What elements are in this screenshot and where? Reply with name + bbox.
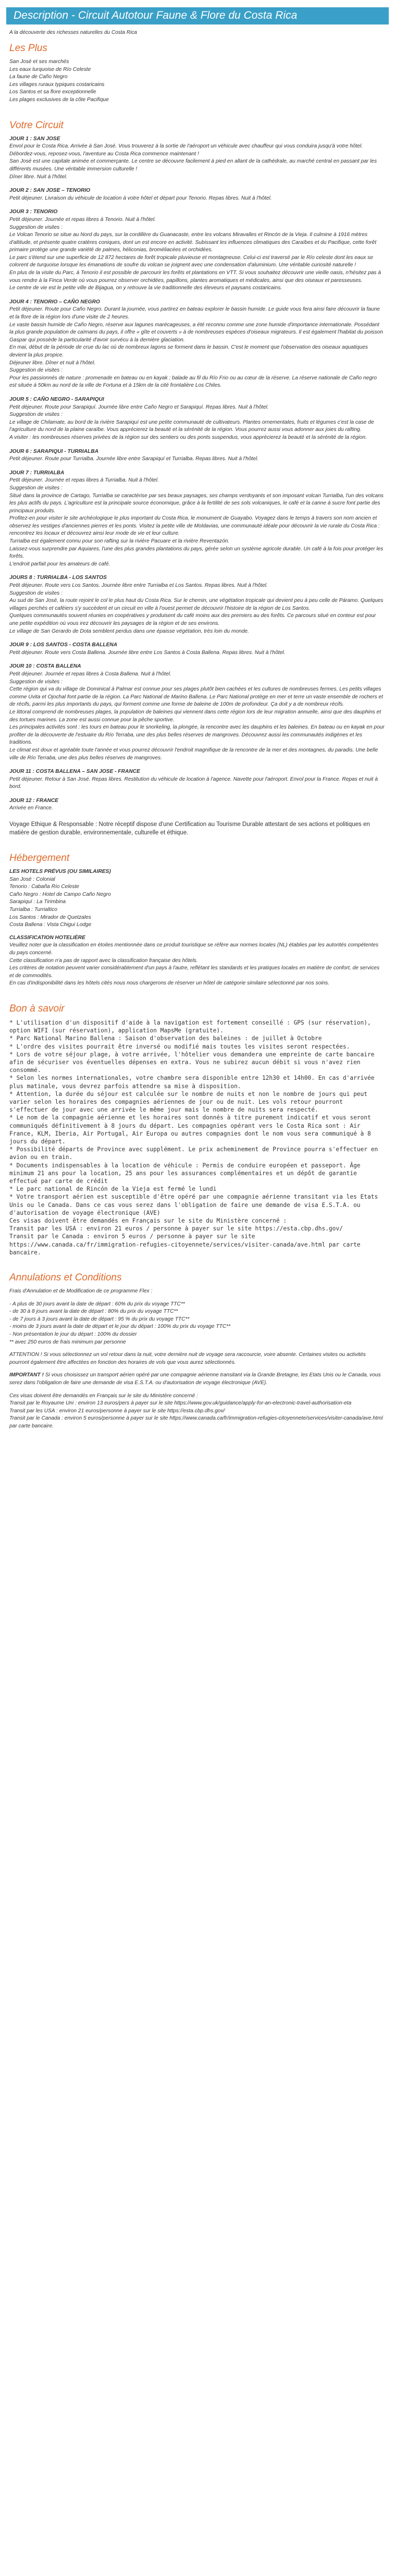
- day-title: JOUR 6 : SARAPIQUI - TURRIALBA: [9, 448, 98, 454]
- day-block: [9, 448, 385, 463]
- section-savoir: [6, 1003, 389, 1256]
- day-title: JOUR 12 : FRANCE: [9, 797, 58, 804]
- visa-list: [9, 1392, 385, 1431]
- day-block: [9, 299, 385, 390]
- important-label: IMPORTANT !: [9, 1372, 44, 1378]
- plus-item: Les villages ruraux typiques costaricains: [9, 81, 105, 88]
- day-text: Petit déjeuner. Journée et repas libres à Turrialba. Nuit à l'hôtel. Suggestion de visites : Situé dans la province de Cartago, Turrialba se caractérise par ses beaux paysages, ses champs verdoyants et son imposant volcan Turrialba, l'un des volcans les plus actifs du pays. L'agriculture est la principale source économique, grâce à la fertilité de ses sols volcaniques, le café et la canne à sucre font partie des principaux produits. Profitez-en pour visiter le site archéologique le plus important du Costa Rica, le monument de Guayabo. Voyagez dans le temps à travers son nom ancien et observez les vestiges d'anciennes pierres et les ponts. Visitez la petite ville de Moldavias, une communauté idéale pour découvrir la vie rurale du Costa Rica : rencontrez les locaux et découvrez ainsi leur mode de vie et leur culture. Turrialba est également connu pour son rafting sur la rivière Pacuare et la rivière Reventazón. Laissez-vous surprendre par Aquiares, l'une des plus grandes plantations du pays, gérée selon un système agricole durable. Un café à la fois pour protéger les forêts. L'endroit parfait pour les amateurs de café.: [9, 477, 384, 567]
- plus-list: [9, 58, 385, 104]
- annulation-item: - de 7 jours à 3 jours avant la date de départ : 95 % du prix du voyage TTC**: [9, 1316, 190, 1322]
- day-text: Petit déjeuner. Route pour Turrialba. Journée libre entre Sarapiquí et Turrialba. Repas libres. Nuit à l'hôtel.: [9, 456, 258, 462]
- day-block: [9, 135, 385, 181]
- day-block: [9, 208, 385, 292]
- hotel-item: Caño Negro : Hotel de Campo Caño Negro: [9, 891, 111, 897]
- page-banner: Description - Circuit Autotour Faune & Flore du Costa Rica: [6, 7, 389, 24]
- day-block: [9, 797, 385, 812]
- hotel-item: San José : Colonial: [9, 876, 55, 882]
- plus-item: La faune de Caño Negro: [9, 74, 68, 80]
- day-block: [9, 768, 385, 791]
- day-block: [9, 663, 385, 762]
- day-block: [9, 470, 385, 569]
- section-plus: [6, 43, 389, 104]
- day-text: Petit déjeuner. Route pour Sarapiquí. Journée libre entre Caño Negro et Sarapiquí. Repas libres. Nuit à l'hôtel. Suggestion de visites : Le village de Chilamate, au bord de la rivière Sarapiquí est une petite communauté de cultivateurs. Plantes ornementales, fruits et légumes c'est la case de l'agriculture du nord de la plaine caraïbe. Vous apprécierez la beauté et la sérénité de la région. Vous pourrez aussi vous adonner aux joies du rafting. A visiter : les nombreuses réserves privées de la région sur des sentiers ou des ponts suspendus, vous apprécierez la beauté et la sérénité de la région.: [9, 404, 374, 440]
- day-title: JOUR 11 : COSTA BALLENA – SAN JOSE - FRANCE: [9, 769, 140, 775]
- visa-line: Ces visas doivent être demandés en Français sur le site du Ministère concerné :: [9, 1392, 198, 1399]
- day-text: Petit déjeuner. Retour à San José. Repas libres. Restitution du véhicule de location à l'agence. Navette pour l'aéroport. Envol pour la France. Repas et nuit à bord.: [9, 776, 378, 790]
- annulation-item: - moins de 3 jours avant la date de départ et le jour du départ : 100% du prix du voyage TTC**: [9, 1324, 231, 1330]
- hotel-item: Sarapiquí : La Tirimbina: [9, 899, 66, 905]
- day-text: Petit déjeuner. Route pour Caño Negro. Durant la journée, vous partirez en bateau explorer le bassin humide. Le guide vous fera ainsi faire découvrir la faune et la flore de la région lors d'une visite de 2 heures. Le vaste bassin humide de Caño Negro, réserve aux lagunes marécageuses, a été reconnu comme une zone humide d'importance internationale. Possédant la plus grande population de caïmans du pays, il offre « gîte et couverts » à de nombreuses espèces d'oiseaux migrateurs. Il est également l'habitat du poisson Gaspar qui possède la particularité d'avoir survécu à la dernière glaciation. En mai, début de la période de crue du lac où de nombreux lagons se forment dans le bassin. C'est le moment que l'observation des oiseaux aquatiques devient la plus propice. Déjeuner libre. Dîner et nuit à l'hôtel. Suggestion de visites : Pour les passionnés de nature : promenade en bateau ou en kayak ; balade au fil du Río Frio ou au cœur de la réserve. La réserve nationale de Caño negro est située à 50km au nord de la ville de Fortuna et à 15km de la cité frontalière Los Chiles.: [9, 306, 383, 389]
- class-line: En cas d'indisponibilité dans les hôtels cités nous nous chargerons de réserver un hôtel de catégorie similaire sélectionné par nos soins.: [9, 980, 330, 987]
- hotel-item: Los Santos : Mirador de Quetzales: [9, 914, 91, 920]
- day-text: Petit déjeuner. Route vers Los Santos. Journée libre entre Turrialba et Los Santos. Repas libres. Nuit à l'hôtel. Suggestion de visites : Au sud de San José, la route rejoint le col le plus haut du Costa Rica. Sur le chemin, une végétation tropicale qui devient peu à peu celle de Páramo. Quelques villages perchés et caféiers s'y succèdent et un circuit en ville à l'ouest permet de découvrir l'histoire de la région de Los Santos. Quelques communautés souvent réunies en coopératives y produisent du café moins aux des premiers au des forêts. Ce parcours situé en conteur est pour une petite expédition où vous irez découvrir les paysages de la région et de ses environs. Le village de San Gerardo de Dota semblent perdus dans une épaisse végétation, très loin du monde.: [9, 583, 384, 634]
- visa-line: Transit par les USA : environ 21 euros/personne à payer sur le site https://esta.cbp.dhs.gov/: [9, 1408, 225, 1414]
- day-title: JOUR 10 : COSTA BALLENA: [9, 663, 81, 670]
- plus-item: Les eaux turquoise de Río Celeste: [9, 66, 91, 72]
- day-title: JOUR 3 : TENORIO: [9, 209, 58, 215]
- annulation-list: [9, 1301, 385, 1347]
- class-line: Les critères de notation peuvent varier considérablement d'un pays à l'autre, reflétant les standards et les pratiques locales en matière de confort, de services et de commodités.: [9, 965, 380, 979]
- day-title: JOUR 9 : LOS SANTOS - COSTA BALLENA: [9, 642, 117, 648]
- class-list: [9, 942, 385, 988]
- section-title-plus: Les Plus: [9, 43, 47, 54]
- day-block: [9, 642, 385, 657]
- attention-text: ATTENTION ! Si vous sélectionnez un vol retour dans la nuit, votre dernière nuit de voyage sera raccourcie, voire absente. Certaines visites ou activités pourront également être affectées en fonction des horaires de vols que vous aurez sélectionnés.: [9, 1352, 366, 1365]
- class-title: CLASSIFICATION HOTELIÈRE: [9, 934, 85, 941]
- day-text: Petit déjeuner. Journée et repas libres à Costa Ballena. Nuit à l'hôtel. Suggestion de visites : Cette région qui va du village de Dominical à Palmar est connue pour ses plages plutôt bien cachées et les cultures de nombreuses fermes. Les petits villages comme Uvita et Ojochal font partie de la région. La Parc National de Marino Ballena. Le Parc National protège en mer et terre un vaste ensemble de rochers et de récifs, parmi les plus importants du pays, qui forment comme une forme de baleine de 100m de profondeur. Ça doit y a de nombreux récifs. Le littoral comprend de nombreuses plages, la population de baleines qui viennent dans cette région lors de leur migration annuelle, ainsi que des dauphins et des tortues marines. La zone est aussi connue pour la pêche sportive. Les principales activités sont : les tours en bateau pour le snorkeling, la plongée, la rencontre avec les dauphins et les baleines. En bateau ou en kayak en pour profiter de la découverte de l'estuaire du Río Terraba, une des plus belles réserves de mangroves. Découvrez aussi les communautés indigènes et les traditions. Le climat est doux et agréable toute l'année et vous pourrez découvrir l'endroit magnifique de la rencontre de la mer et des montagnes, du paradis. Une belle ville de Río Terraba, une des plus belles réserves de mangroves.: [9, 671, 385, 761]
- visa-line: Transit par le Royaume Uni : environ 13 euros/pers à payer sur le site https://www.gov.uk/guidance/apply-for-an-electronic-travel-authorisation-eta: [9, 1400, 352, 1407]
- day-title: JOUR 5 : CAÑO NEGRO - SARAPIQUI: [9, 396, 104, 402]
- hotel-item: Tenorio : Cabaña Río Celeste: [9, 884, 79, 890]
- day-text: Arrivée en France.: [9, 805, 53, 811]
- intro-text: A la découverte des richesses naturelles du Costa Rica: [9, 30, 137, 35]
- hotels-title: LES HOTELS PRÉVUS (OU SIMILAIRES): [9, 869, 111, 875]
- class-line: Cette classification n'a pas de rapport avec la classification française des hôtels.: [9, 957, 198, 964]
- visa-line: Transit par le Canada : environ 5 euros/personne à payer sur le site https://www.canada.ca/fr/immigration-refugies-citoyennete/services/visiter-canada/ave.html par carte bancaire.: [9, 1415, 383, 1429]
- annulation-item: ** avec 250 euros de frais minimum par personne: [9, 1339, 126, 1345]
- day-title: JOUR 2 : SAN JOSE – TENORIO: [9, 188, 91, 194]
- section-title-hebergement: Hébergement: [9, 853, 70, 864]
- day-text: Petit déjeuner. Route vers Costa Ballena. Journée libre entre Los Santos à Costa Ballena. Repas libres. Nuit à l'hôtel.: [9, 649, 286, 656]
- section-title-savoir: Bon à savoir: [9, 1003, 65, 1014]
- day-text: Petit déjeuner. Journée et repas libres à Tenorio. Nuit à l'hôtel. Suggestion de visites : Le Volcan Tenorio se situe au Nord du pays, sur la cordillère du Guanacaste, entre les volcans Miravalles et Rincón de la Vieja. Il culmine à 1916 mètres d'altitude, et présente quatre cratères coniques, dont un est encore en activité. Subissant les influences climatiques des Caraïbes et du Pacifique, cette forêt primaire protège une grande variété de palmes, héliconias, broméliacées et orchidées. Le parc s'étend sur une superficie de 12 872 hectares de forêt tropicale pluvieuse et montagneuse. Celui-ci est traversé par le Río celeste dont les eaux se colorent de turquoise lorsque les émanations de soufre du volcan se joignent avec une condensation d'aluminium. Une véritable curiosité naturelle ! En plus de la visite du Parc, à Tenorio il est possible de parcourir les forêts et plantations en VTT. Si vous souhaitez découvrir une vieille oasis, n'hésitez pas à vous rendre à la Finca Verde où vous pourrez observer orchidées, papillons, plantes aromatiques et médicales, ainsi que des oiseaux et paresseuses. Le centre de vie est le petite ville de Bijagua, on y retrouve la vie traditionnelle des éleveurs et paysans costaricains.: [9, 216, 381, 291]
- section-circuit: [6, 120, 389, 837]
- section-hebergement: [6, 853, 389, 988]
- plus-item: Los Santos et sa flore exceptionnelle: [9, 89, 96, 95]
- day-block: [9, 574, 385, 635]
- important-text: Si vous choisissez un transport aérien opéré par une compagnie aérienne transitant via la Grande Bretagne, les Etats Unis ou le Canada, vous serez dans l'obligation de faire une demande de visa E.S.T.A. ou d'autorisation de voyage électronique (AVE).: [9, 1372, 381, 1386]
- class-line: Veuillez noter que la classification en étoiles mentionnée dans ce produit touristique se réfère aux normes locales (NL) établies par les autorités compétentes du pays concerné.: [9, 942, 379, 956]
- annulation-head: Frais d'Annulation et de Modification de ce programme Flex :: [9, 1288, 153, 1295]
- section-title-circuit: Votre Circuit: [9, 119, 64, 131]
- day-title: JOUR 4 : TENORIO – CAÑO NEGRO: [9, 299, 100, 305]
- annulation-item: - A plus de 30 jours avant la date de départ : 60% du prix du voyage TTC**: [9, 1301, 185, 1307]
- day-block: [9, 396, 385, 442]
- plus-item: San José et ses marchés: [9, 59, 69, 65]
- day-text: Petit déjeuner. Livraison du véhicule de location à votre hôtel et départ pour Tenorio. Repas libres. Nuit à l'hôtel.: [9, 195, 272, 201]
- day-title: JOURS 8 : TURRIALBA - LOS SANTOS: [9, 575, 107, 581]
- hotels-list: [9, 876, 385, 929]
- annulation-item: - Non présentation le jour du départ : 100% du dossier: [9, 1332, 137, 1338]
- days-list: [9, 135, 385, 813]
- hotel-item: Turrialba : Turrialtico: [9, 907, 57, 913]
- day-block: [9, 187, 385, 202]
- day-title: JOUR 1 : SAN JOSE: [9, 135, 60, 142]
- savoir-text: * L'utilisation d'un dispositif d'aide à la navigation est fortement conseillé : GPS (sur réservation), option WIFI (sur réservation), application MapsMe (gratuite). * Parc National Marino Ballena : Saison d'observation des baleines : de juillet à Octobre * L'ordre des visites pourrait être inversé ou modifié mais toutes les visites seront respectées. * Lors de votre séjour plage, à votre arrivée, l'hôtelier vous demandera une empreinte de carte bancaire afin de sécuriser vos éventuelles dépenses en extra. Vous ne subirez aucun débit si vous n'avez rien consommé. * Selon les normes internationales, votre chambre sera disponible entre 12h30 et 14h00. En cas d'arrivée plus matinale, vous devrez parfois attendre sa mise à disposition. * Attention, la durée du séjour est calculée sur le nombre de nuits et non le nombre de jours qui peut varier selon les horaires des compagnies aériennes de jour ou de nuit. Les vols retour pourront s'effectuer de jour avec une arrivée le même jour mais le nombre de nuits sera respecté. * Le nom de la compagnie aérienne et les horaires sont donnés à titre purement indicatif et vous seront communiqués définitivement à 8 jours du départ. Les compagnies opérant vers le Costa Rica sont : Air France, KLM, Iberia, Air Portugal, Air Europa ou autres compagnies dont le nom vous sera communiqué à 8 jours du départ. * Possibilité départs de Province avec supplément. Le prix acheminement de Province pourra s'effectuer en avion ou en train. * Documents indispensables à la location de véhicule : Permis de conduire européen et passeport. Âge minimum 21 ans pour la location, 25 ans pour les assurances complémentaires et un dépôt de garantie effectué par carte de crédit * Le parc national de Rincón de la Vieja est fermé le lundi * Votre transport aérien est susceptible d'être opéré par une compagnie aérienne transitant via les Etats Unis ou le Canada. Dans ce cas vous serez dans l'obligation de faire une demande de visa E.S.T.A. ou d'autorisation de voyage électronique (AVE) Ces visas doivent être demandés en Français sur le site du Ministère concerné : Transit par les USA : environ 21 euros / personne à payer sur le site https://esta.cbp.dhs.gov/ Transit par le Canada : environ 5 euros / personne à payer sur le site https://www.canada.ca/fr/immigration-refugies-citoyennete/services/visiter-canada/ave.html par carte bancaire.: [9, 1019, 378, 1256]
- section-annulations: [6, 1272, 389, 1431]
- ethic-text: Voyage Ethique & Responsable : Notre réceptif dispose d'une Certification au Tourisme Durable attestant de ses actions et politiques en matière de gestion durable, environnementale, culturelle et éthique.: [9, 821, 370, 836]
- day-text: Envol pour le Costa Rica. Arrivée à San José. Vous trouverez à la sortie de l'aéroport un véhicule avec chauffeur qui vous conduira jusqu'à votre hôtel. Débordez-vous, reposez-vous, l'aventure au Costa Rica commence maintenant ! San José est une capitale animée et commerçante. Le centre se découvre facilement à pied en allant de la cathédrale, au marché central en passant par les différents musées. Une véritable immersion culturelle ! Dîner libre. Nuit à l'hôtel.: [9, 143, 377, 180]
- hotel-item: Costa Ballena : Vista Chigui Lodge: [9, 922, 92, 928]
- section-title-annulations: Annulations et Conditions: [9, 1272, 122, 1284]
- day-title: JOUR 7 : TURRIALBA: [9, 470, 65, 476]
- annulation-item: - de 30 à 8 jours avant la date de départ : 80% du prix du voyage TTC**: [9, 1309, 178, 1315]
- plus-item: Les plages exclusives de la côte Pacifique: [9, 96, 109, 103]
